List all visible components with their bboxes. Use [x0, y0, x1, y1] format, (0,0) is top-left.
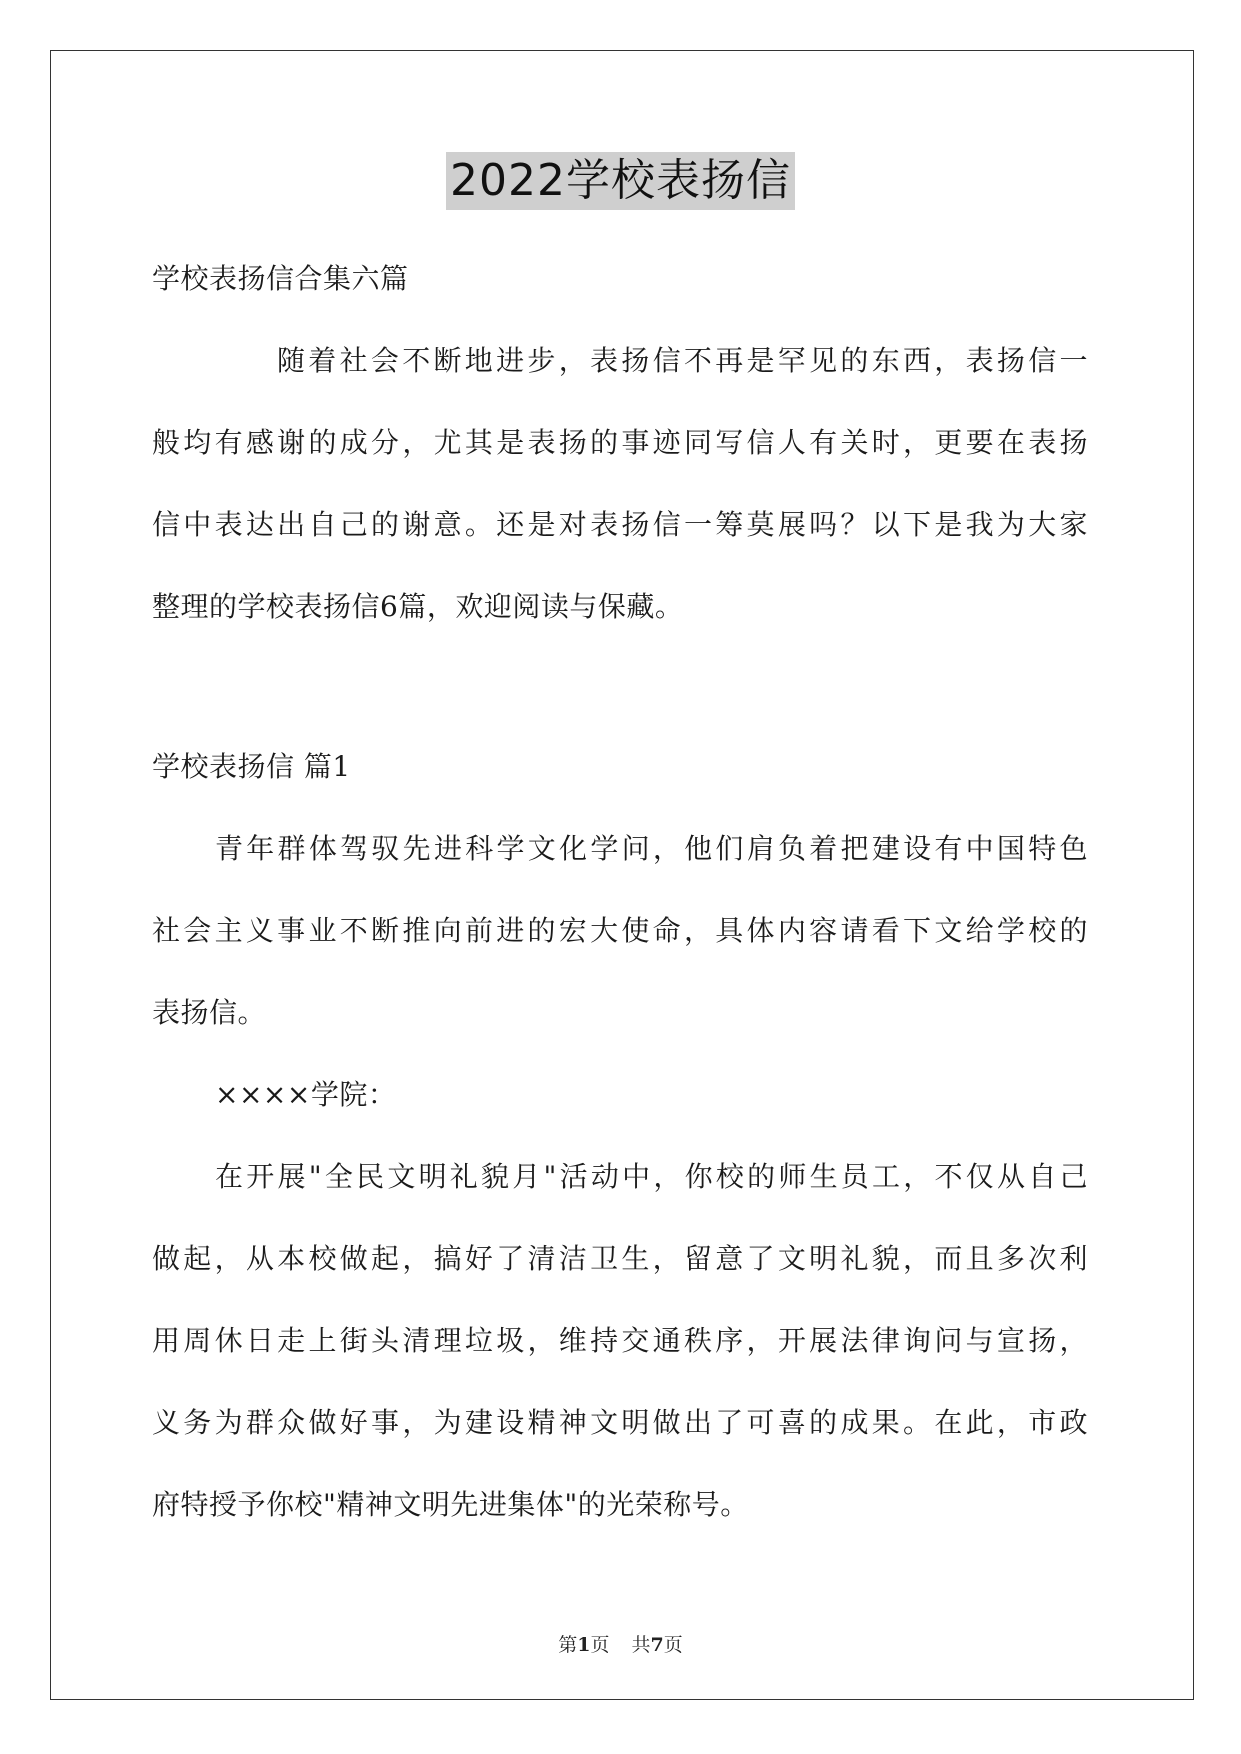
page-suffix: 页 — [590, 1634, 610, 1656]
paragraph-1 — [152, 808, 1088, 1054]
paragraph-line: 用周休日走上街头清理垃圾，维持交通秩序，开展法律询问与宣扬， — [152, 1324, 1088, 1357]
salutation: ××××学院： — [215, 1078, 397, 1111]
total-suffix: 页 — [663, 1634, 683, 1656]
paragraph-line: 社会主义事业不断推向前进的宏大使命，具体内容请看下文给学校的 — [152, 914, 1088, 947]
paragraph-line: 在开展"全民文明礼貌月"活动中，你校的师生员工，不仅从自己 — [215, 1160, 1088, 1193]
paragraph-line: 府特授予你校"精神文明先进集体"的光荣称号。 — [152, 1488, 749, 1521]
page-total: 7 — [650, 1634, 664, 1656]
section-heading: 学校表扬信 篇1 — [152, 750, 351, 783]
page-prefix: 第 — [558, 1634, 578, 1656]
page-footer — [0, 1630, 1241, 1657]
spacer — [152, 648, 1088, 726]
paragraph-line: 随着社会不断地进步，表扬信不再是罕见的东西，表扬信一 — [277, 344, 1088, 377]
paragraph-line: 义务为群众做好事，为建设精神文明做出了可喜的成果。在此，市政 — [152, 1406, 1088, 1439]
page-current: 1 — [577, 1634, 591, 1656]
paragraph-line: 信中表达出自己的谢意。还是对表扬信一筹莫展吗？以下是我为大家 — [152, 508, 1088, 541]
paragraph-2 — [152, 1136, 1088, 1546]
document-title: 2022学校表扬信 — [446, 152, 795, 210]
title-container — [0, 152, 1241, 210]
paragraph-line: 做起，从本校做起，搞好了清洁卫生，留意了文明礼貌，而且多次利 — [152, 1242, 1088, 1275]
paragraph-line: 表扬信。 — [152, 996, 267, 1029]
subtitle: 学校表扬信合集六篇 — [152, 262, 409, 295]
document-body — [152, 238, 1088, 1546]
paragraph-line: 般均有感谢的成分，尤其是表扬的事迹同写信人有关时，更要在表扬 — [152, 426, 1088, 459]
paragraph-line: 整理的学校表扬信6篇，欢迎阅读与保藏。 — [152, 590, 684, 623]
total-prefix: 共 — [631, 1634, 651, 1656]
intro-paragraph — [152, 320, 1088, 648]
paragraph-line: 青年群体驾驭先进科学文化学问，他们肩负着把建设有中国特色 — [215, 832, 1088, 865]
